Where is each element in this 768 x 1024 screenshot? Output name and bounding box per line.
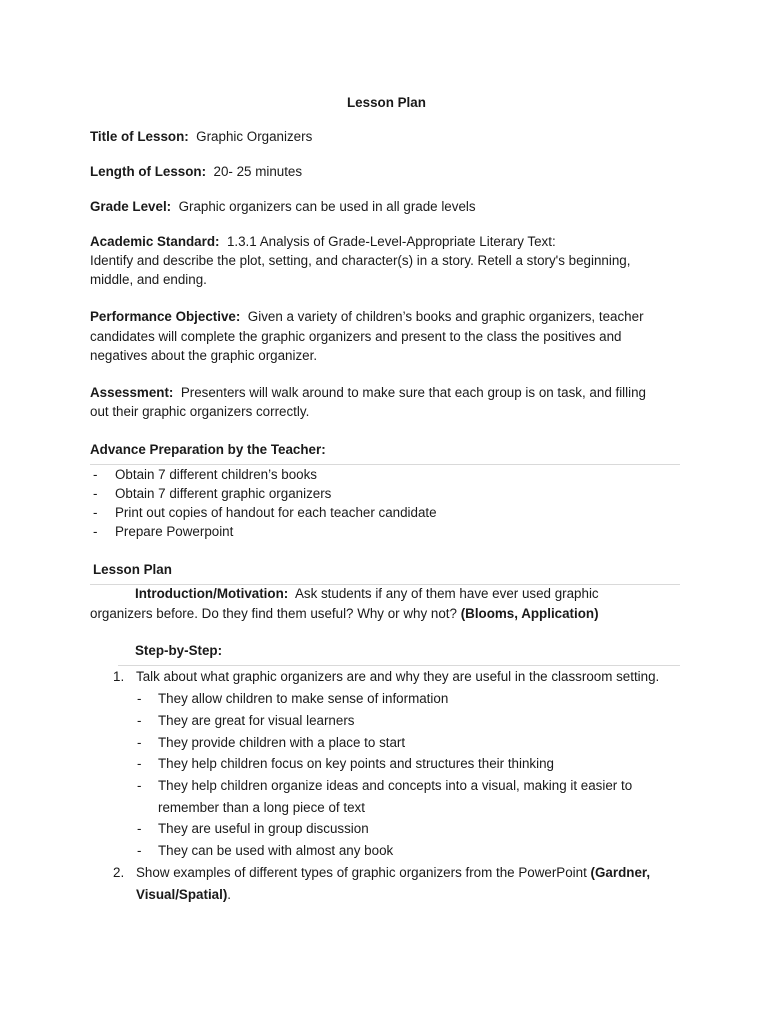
- sub-item-continued: remember than a long piece of text: [158, 800, 365, 815]
- field-value: Graphic organizers can be used in all grade levels: [178, 199, 476, 214]
- sub-item: They help children focus on key points and structures their thinking: [158, 756, 554, 771]
- intro-line: [135, 584, 599, 603]
- performance-objective-text: negatives about the graphic organizer.: [90, 348, 318, 363]
- bullet-dash: -: [93, 524, 98, 539]
- sub-item: They can be used with almost any book: [158, 843, 394, 858]
- sub-item: They allow children to make sense of information: [158, 691, 449, 706]
- academic-standard-line: [90, 232, 556, 251]
- field-label: Assessment:: [90, 385, 174, 400]
- field-value: Presenters will walk around to make sure that each group is on task, and filling: [180, 385, 647, 400]
- grade-level-line: [90, 197, 476, 216]
- sub-item: They are great for visual learners: [158, 713, 355, 728]
- bullet-dash: -: [93, 486, 98, 501]
- sub-item: They provide children with a place to start: [158, 735, 406, 750]
- bullet-dash: -: [93, 505, 98, 520]
- list-item: Prepare Powerpoint: [115, 524, 234, 539]
- academic-standard-text: Identify and describe the plot, setting, and character(s) in a story. Retell a story's beginning,: [90, 253, 631, 268]
- bullet-dash: -: [137, 756, 142, 771]
- field-label: Grade Level:: [90, 199, 172, 214]
- title-of-lesson-line: [90, 127, 312, 146]
- performance-objective-text: candidates will complete the graphic organizers and present to the class the positives and: [90, 329, 622, 344]
- list-item: Obtain 7 different children’s books: [115, 467, 317, 482]
- field-value: 20- 25 minutes: [213, 164, 303, 179]
- intro-text: [90, 604, 599, 623]
- assessment-line: [90, 383, 646, 402]
- step-text-body: Show examples of different types of graphic organizers from the PowerPoint: [136, 865, 587, 880]
- sub-item: They are useful in group discussion: [158, 821, 369, 836]
- step-text: Talk about what graphic organizers are and why they are useful in the classroom setting.: [136, 669, 660, 684]
- section-heading: Advance Preparation by the Teacher:: [90, 442, 326, 457]
- step-text-continued: [136, 885, 231, 904]
- performance-objective-line: [90, 307, 644, 326]
- intro-text-body: organizers before. Do they find them useful? Why or why not?: [90, 606, 457, 621]
- period: .: [227, 887, 232, 902]
- field-value: Ask students if any of them have ever used graphic: [294, 586, 599, 601]
- bullet-dash: -: [137, 735, 142, 750]
- field-label: Length of Lesson:: [90, 164, 207, 179]
- academic-standard-text: middle, and ending.: [90, 272, 207, 287]
- page-title: Lesson Plan: [347, 95, 426, 110]
- bullet-dash: -: [137, 821, 142, 836]
- field-value: 1.3.1 Analysis of Grade-Level-Appropriate Literary Text:: [226, 234, 556, 249]
- assessment-text: out their graphic organizers correctly.: [90, 404, 310, 419]
- divider: [118, 665, 680, 666]
- field-label: Academic Standard:: [90, 234, 220, 249]
- bullet-dash: -: [137, 778, 142, 793]
- step-number: 1.: [113, 669, 125, 684]
- list-item: Obtain 7 different graphic organizers: [115, 486, 332, 501]
- list-item: Print out copies of handout for each teacher candidate: [115, 505, 437, 520]
- field-value: Given a variety of children’s books and graphic organizers, teacher: [247, 309, 644, 324]
- bullet-dash: -: [137, 713, 142, 728]
- bloom-tag: (Blooms, Application): [460, 606, 599, 621]
- gardner-tag: Visual/Spatial): [136, 887, 228, 902]
- length-of-lesson-line: [90, 162, 302, 181]
- gardner-tag: (Gardner,: [590, 865, 651, 880]
- steps-heading: Step-by-Step:: [135, 643, 223, 658]
- field-label: Performance Objective:: [90, 309, 241, 324]
- field-label: Title of Lesson:: [90, 129, 189, 144]
- field-label: Introduction/Motivation:: [135, 586, 289, 601]
- step-text: [136, 863, 650, 882]
- section-heading: Lesson Plan: [93, 562, 172, 577]
- bullet-dash: -: [137, 843, 142, 858]
- step-number: 2.: [113, 865, 125, 880]
- sub-item: They help children organize ideas and concepts into a visual, making it easier to: [158, 778, 633, 793]
- bullet-dash: -: [93, 467, 98, 482]
- bullet-dash: -: [137, 691, 142, 706]
- field-value: Graphic Organizers: [196, 129, 313, 144]
